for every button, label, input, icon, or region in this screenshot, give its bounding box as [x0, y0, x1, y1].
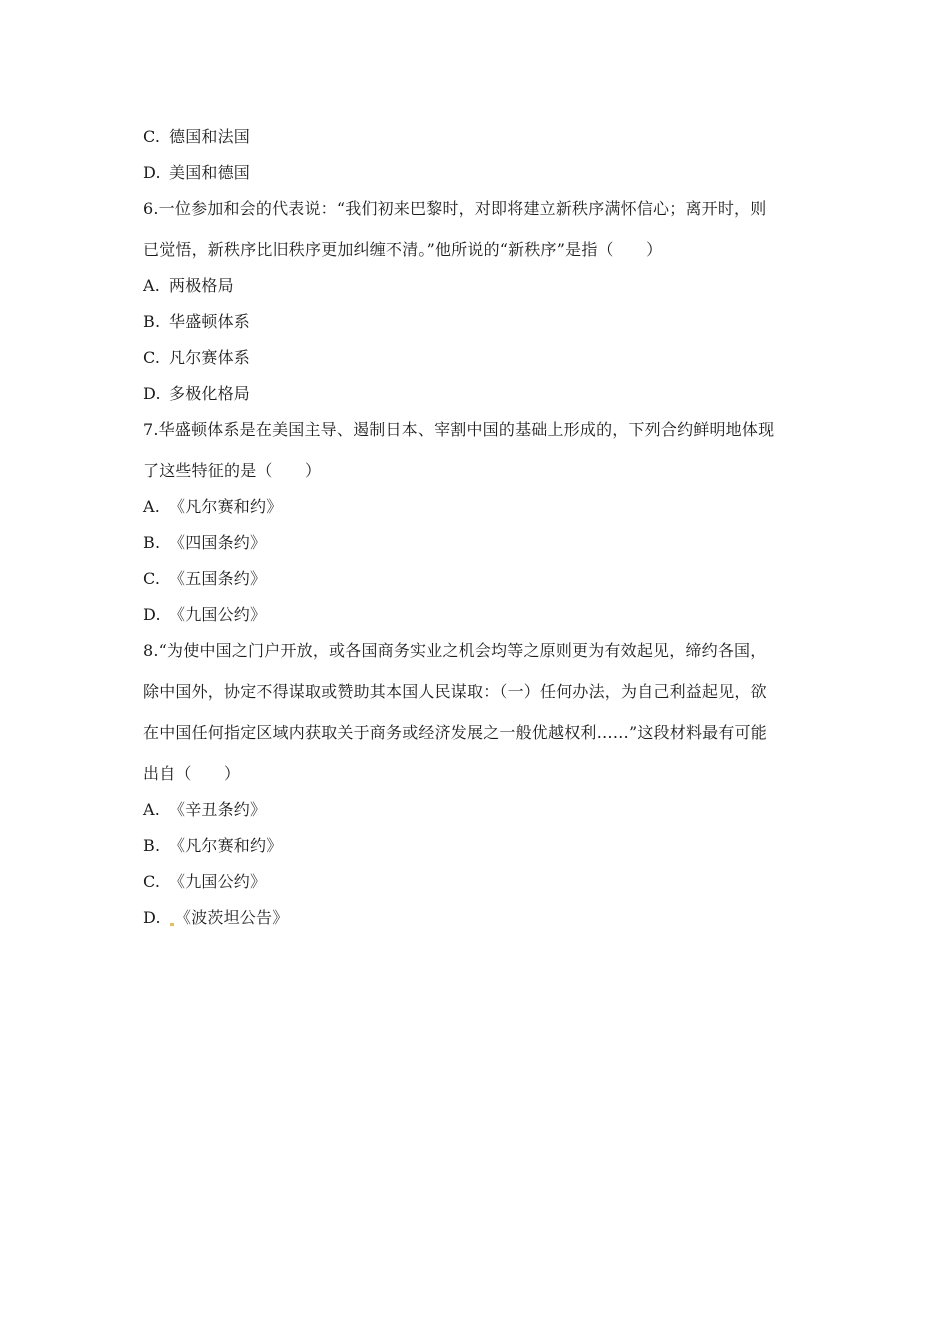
option-letter: A. — [143, 276, 161, 295]
option-letter: B. — [143, 312, 161, 331]
option-text: 两极格局 — [169, 276, 234, 295]
option-letter: D. — [143, 908, 161, 927]
option-text: 《凡尔赛和约》 — [169, 497, 283, 516]
option-text: 《辛丑条约》 — [169, 800, 267, 819]
option-q6-a — [143, 276, 813, 296]
option-text: 《波茨坦公告》 — [175, 908, 289, 927]
question-8-stem-line-2: 除中国外，协定不得谋取或赞助其本国人民谋取：（一）任何办法，为自己利益起见，欲 — [143, 682, 767, 701]
option-letter: D. — [143, 384, 161, 403]
option-text: 《九国公约》 — [169, 605, 267, 624]
question-7-stem-line-1: 7.华盛顿体系是在美国主导、遏制日本、宰割中国的基础上形成的，下列合约鲜明地体现 — [143, 420, 775, 439]
option-letter: B. — [143, 533, 161, 552]
scan-artifact-mark — [170, 923, 174, 926]
question-7-stem-line-2: 了这些特征的是（ ） — [143, 461, 322, 480]
option-text: 美国和德国 — [169, 163, 251, 182]
option-text: 凡尔赛体系 — [169, 348, 251, 367]
question-6-stem-line-1: 6.一位参加和会的代表说：“我们初来巴黎时，对即将建立新秩序满怀信心；离开时，则 — [143, 199, 767, 218]
option-letter: C. — [143, 569, 161, 588]
option-letter: D. — [143, 605, 161, 624]
option-text: 华盛顿体系 — [169, 312, 251, 331]
option-q7-b — [143, 533, 813, 553]
option-q6-b — [143, 312, 813, 332]
option-q7-d — [143, 605, 813, 625]
option-letter: C. — [143, 127, 161, 146]
option-q8-d — [143, 908, 813, 928]
question-6-stem-line-2: 已觉悟，新秩序比旧秩序更加纠缠不清。”他所说的“新秩序”是指（ ） — [143, 240, 663, 259]
question-8-stem-line-1: 8.“为使中国之门户开放，或各国商务实业之机会均等之原则更为有效起见，缔约各国， — [143, 641, 767, 660]
option-letter: A. — [143, 800, 161, 819]
option-letter: A. — [143, 497, 161, 516]
option-text: 德国和法国 — [169, 127, 251, 146]
option-text: 《九国公约》 — [169, 872, 267, 891]
option-q5-c — [143, 127, 813, 147]
option-text: 多极化格局 — [169, 384, 251, 403]
option-text: 《凡尔赛和约》 — [169, 836, 283, 855]
question-8-stem-line-3: 在中国任何指定区域内获取关于商务或经济发展之一般优越权利……”这段材料最有可能 — [143, 723, 767, 742]
option-q7-c — [143, 569, 813, 589]
option-text: 《五国条约》 — [169, 569, 267, 588]
option-q7-a — [143, 497, 813, 517]
question-8-stem-line-4: 出自（ ） — [143, 764, 241, 783]
option-letter: C. — [143, 872, 161, 891]
option-letter: C. — [143, 348, 161, 367]
option-q8-b — [143, 836, 813, 856]
option-q8-a — [143, 800, 813, 820]
option-q6-c — [143, 348, 813, 368]
option-q8-c — [143, 872, 813, 892]
option-letter: B. — [143, 836, 161, 855]
option-text: 《四国条约》 — [169, 533, 267, 552]
option-q6-d — [143, 384, 813, 404]
option-q5-d — [143, 163, 813, 183]
option-letter: D. — [143, 163, 161, 182]
